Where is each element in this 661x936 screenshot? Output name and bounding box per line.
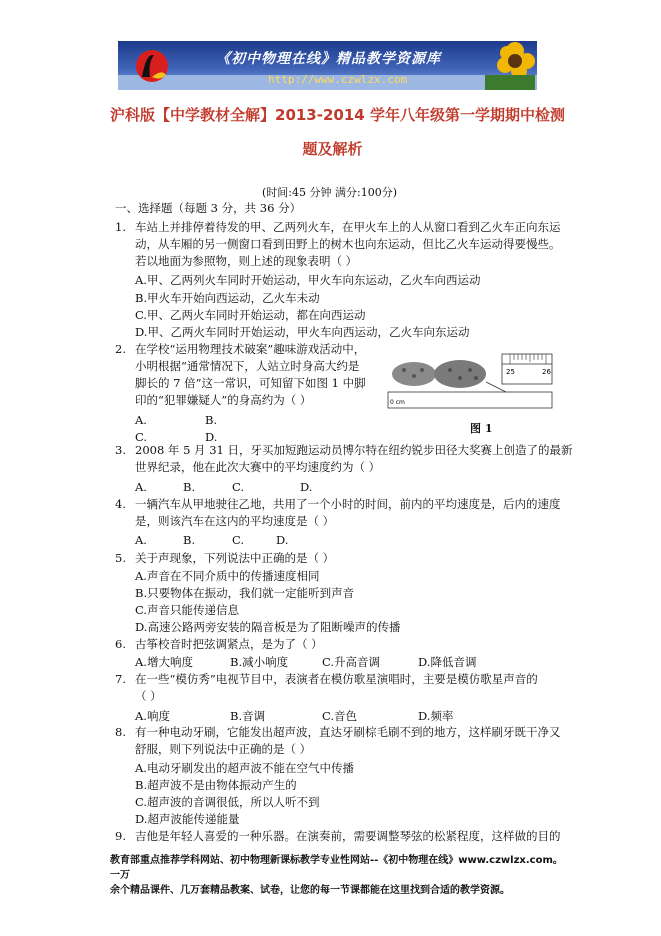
banner-url[interactable]: http://www.czwlzx.com [268,73,408,86]
site-banner [118,41,537,90]
question-1-option-d[interactable]: D.甲、乙两火车同时开始运动，甲火车向西运动，乙火车向东运动 [135,325,470,339]
ruler-tick-label: 26 [542,368,551,376]
question-1-option-a[interactable]: A.甲、乙两列火车同时开始运动，甲火车向东运动，乙火车向西运动 [135,273,481,287]
question-number: 6. [115,637,126,651]
question-3-option-d[interactable]: D. [300,480,313,494]
question-number: 9. [115,829,126,843]
question-6-text: 古筝校音时把弦调紧点，是为了（ ） [135,637,323,651]
question-7-option-a[interactable]: A.响度 [135,709,170,723]
question-5-option-a[interactable]: A.声音在不同介质中的传播速度相同 [135,569,320,583]
question-7-option-b[interactable]: B.音调 [230,709,266,723]
ruler-unit-label: 0 cm [390,399,405,406]
footer-line: 余个精品课件、几万套精品教案、试卷，让您的每一节课都能在这里找到合适的教学资源。 [110,885,510,896]
question-number: 7. [115,672,126,686]
sunflower-icon [475,41,535,90]
question-5-option-c[interactable]: C.声音只能传递信息 [135,603,240,617]
question-1-option-c[interactable]: C.甲、乙两火车同时开始运动，都在向西运动 [135,308,366,322]
question-7-text: （ ） [135,689,162,703]
question-1-option-b[interactable]: B.甲火车开始向西运动，乙火车未动 [135,291,320,305]
question-2-text: 印的“犯罪嫌疑人”的身高约为（ ） [135,393,312,407]
question-8-option-a[interactable]: A.电动牙刷发出的超声波不能在空气中传播 [135,761,354,775]
question-8-option-b[interactable]: B.超声波不是由物体振动产生的 [135,778,297,792]
ruler-tick-label: 25 [506,368,515,376]
question-4-option-a[interactable]: A. [135,533,147,547]
question-1-text: 车站上并排停着待发的甲、乙两列火车，在甲火车上的人从窗口看到乙火车正向东运 [135,220,561,234]
question-number: 2. [115,342,126,356]
question-number: 5. [115,551,126,565]
banner-title: 《初中物理在线》精品教学资源库 [216,51,441,67]
question-3-option-c[interactable]: C. [232,480,245,494]
question-number: 3. [115,443,126,457]
question-7-option-c[interactable]: C.音色 [322,709,358,723]
question-3-text: 世界纪录，他在此次大赛中的平均速度约为（ ） [135,460,381,474]
question-1-text: 若以地面为参照物，则上述的现象表明（ ） [135,254,358,268]
question-1-text: 动，从车厢的另一侧窗口看到田野上的树木也向东运动，但比乙火车运动得要慢些。 [135,237,561,251]
question-5-option-b[interactable]: B.只要物体在振动，我们就一定能听到声音 [135,586,355,600]
question-4-option-b[interactable]: B. [183,533,196,547]
site-logo-icon [132,47,172,85]
footer-line: 教育部重点推荐学科网站、初中物理新课标教学专业性网站--《初中物理在线》www.czwlzx.com。一万 [110,855,563,881]
question-number: 8. [115,725,126,739]
question-5-text: 关于声现象，下列说法中正确的是（ ） [135,551,335,565]
question-5-option-d[interactable]: D.高速公路两旁安装的隔音板是为了阻断噪声的传播 [135,620,401,634]
question-4-option-c[interactable]: C. [232,533,245,547]
question-3-option-a[interactable]: A. [135,480,147,494]
question-2-option-d[interactable]: D. [205,430,218,444]
question-2-text: 小明根据“通常情况下，人站立时身高大约是 [135,359,360,373]
question-8-option-c[interactable]: C.超声波的音调很低，所以人听不到 [135,795,320,809]
question-7-option-d[interactable]: D.频率 [418,709,454,723]
question-6-option-d[interactable]: D.降低音调 [418,655,477,669]
question-number: 4. [115,497,126,511]
footprint-ruler-figure [386,352,554,412]
question-2-text: 在学校“运用物理技术破案”趣味游戏活动中， [135,342,366,356]
question-6-option-c[interactable]: C.升高音调 [322,655,381,669]
section-heading: 一、选择题（每题 3 分，共 36 分） [115,201,302,215]
exam-meta: (时间:45 分钟 满分:100分) [262,186,397,199]
question-2-option-c[interactable]: C. [135,430,148,444]
question-4-text: 一辆汽车从甲地驶往乙地，共用了一个小时的时间，前内的平均速度是，后内的速度 [135,497,561,511]
question-number: 1. [115,220,126,234]
footprint-shape [392,360,486,388]
page-footer [110,853,570,898]
question-6-option-a[interactable]: A.增大响度 [135,655,193,669]
question-8-text: 有一种电动牙刷，它能发出超声波，直达牙刷棕毛刷不到的地方，这样刷牙既干净又 [135,725,561,739]
question-9-text: 吉他是年轻人喜爱的一种乐器。在演奏前，需要调整琴弦的松紧程度，这样做的目的 [135,829,561,843]
figure-caption: 图 1 [470,422,493,435]
question-2-option-a[interactable]: A. [135,413,147,427]
question-2-text: 脚长的 7 倍”这一常识，可知留下如图 1 中脚 [135,376,366,390]
question-7-text: 在一些“模仿秀”电视节目中，表演者在模仿歌星演唱时，主要是模仿歌星声音的 [135,672,538,686]
question-8-option-d[interactable]: D.超声波能传递能量 [135,812,240,826]
question-8-text: 舒服，则下列说法中正确的是（ ） [135,742,312,756]
question-2-option-b[interactable]: B. [205,413,218,427]
question-3-text: 2008 年 5 月 31 日，牙买加短跑运动员博尔特在纽约锐步田径大奖赛上创造了的最新 [135,443,573,457]
page-title-line2: 题及解析 [302,140,363,158]
page-title-line1: 沪科版【中学教材全解】2013-2014 学年八年级第一学期期中检测 [110,106,565,124]
question-4-option-d[interactable]: D. [276,533,289,547]
question-3-option-b[interactable]: B. [183,480,196,494]
question-4-text: 是，则该汽车在这内的平均速度是（ ） [135,514,335,528]
question-6-option-b[interactable]: B.减小响度 [230,655,289,669]
